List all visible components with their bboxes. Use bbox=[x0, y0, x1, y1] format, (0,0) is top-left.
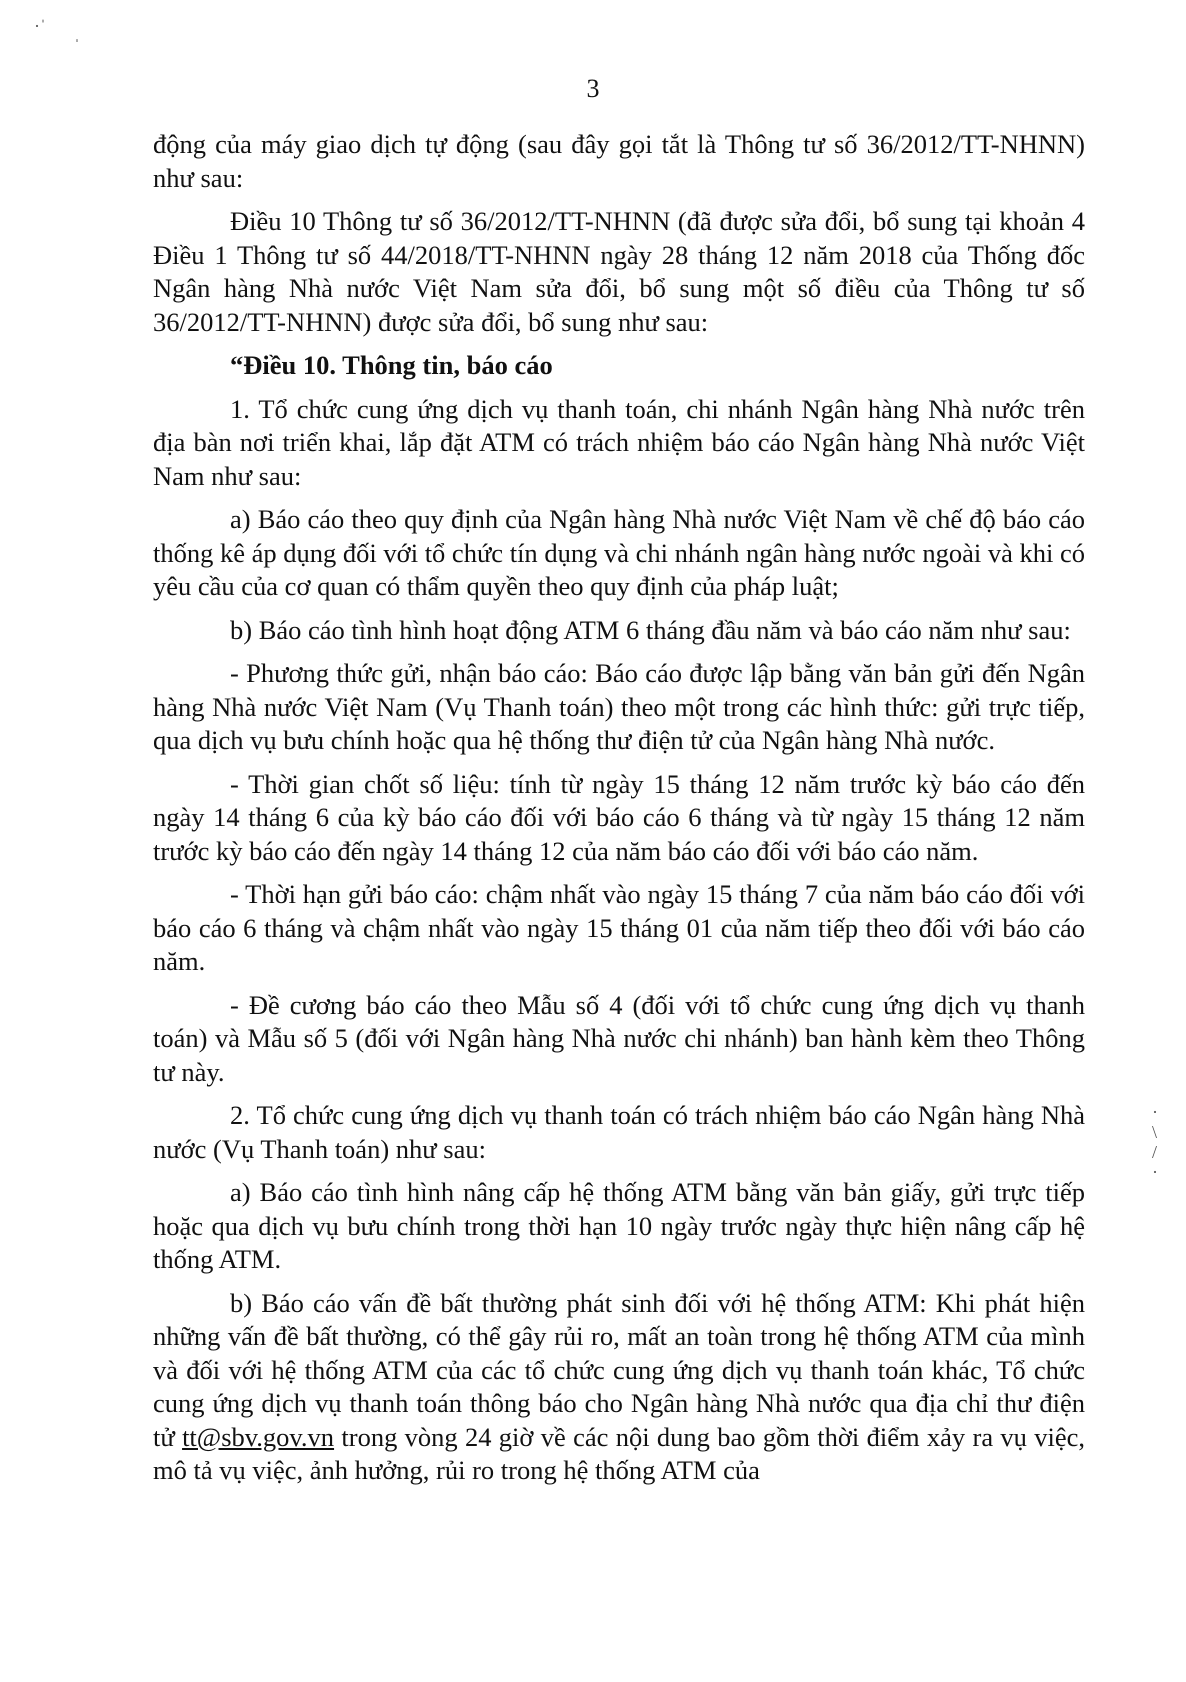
bullet-report-outline: - Đề cương báo cáo theo Mẫu số 4 (đối với tổ chức cung ứng dịch vụ thanh toán) và Mẫu số 5 (đối với Ngân hàng Nhà nước chi nhánh) ban hành kèm theo Thông tư này. bbox=[153, 989, 1085, 1087]
clause-1: 1. Tổ chức cung ứng dịch vụ thanh toán, chi nhánh Ngân hàng Nhà nước trên địa bàn nơi triển khai, lắp đặt ATM có trách nhiệm báo cáo Ngân hàng Nhà nước Việt Nam như sau: bbox=[153, 393, 1085, 491]
intro-paragraph: động của máy giao dịch tự động (sau đây gọi tắt là Thông tư số 36/2012/TT-NHNN) như sau: bbox=[153, 129, 1085, 193]
clause-2b-text-start: b) Báo cáo vấn đề bất thường phát sinh đối với hệ thống ATM: Khi phát hiện những vấn đề bất thường, có thể gây rủi ro, mất an toàn trong hệ thống ATM của mình và đối với hệ thống ATM của các tổ chức cung ứng dịch vụ thanh toán khác, Tổ chức cung ứng dịch vụ thanh toán thông báo cho Ngân hàng Nhà nước qua địa chỉ thư điện tử bbox=[153, 1287, 1085, 1452]
bullet-submission-method: - Phương thức gửi, nhận báo cáo: Báo cáo được lập bằng văn bản gửi đến Ngân hàng Nhà nước Việt Nam (Vụ Thanh toán) theo một trong các hình thức: gửi trực tiếp, qua dịch vụ bưu chính hoặc qua hệ thống thư điện tử của Ngân hàng Nhà nước. bbox=[153, 658, 1085, 755]
clause-1b: b) Báo cáo tình hình hoạt động ATM 6 tháng đầu năm và báo cáo năm như sau: bbox=[230, 614, 1071, 645]
email-link[interactable]: tt@sbv.gov.vn bbox=[182, 1421, 335, 1452]
clause-2b bbox=[153, 1287, 1085, 1488]
clause-1a: a) Báo cáo theo quy định của Ngân hàng Nhà nước Việt Nam về chế độ báo cáo thống kê áp dụng đối với tổ chức tín dụng và chi nhánh ngân hàng nước ngoài và khi có yêu cầu của cơ quan có thẩm quyền theo quy định của pháp luật; bbox=[153, 504, 1085, 601]
bullet-data-cutoff: - Thời gian chốt số liệu: tính từ ngày 15 tháng 12 năm trước kỳ báo cáo đến ngày 14 tháng 6 của kỳ báo cáo đối với báo cáo 6 tháng và từ ngày 15 tháng 12 năm trước kỳ báo cáo đến ngày 14 tháng 12 của năm báo cáo đối với báo cáo năm. bbox=[153, 768, 1085, 866]
clause-2b-text-end: trong vòng 24 giờ về các nội dung bao gồm thời điểm xảy ra vụ việc, mô tả vụ việc, ảnh hưởng, rủi ro trong hệ thống ATM của bbox=[153, 1421, 1085, 1485]
scan-speck-mark: ·ˈ bbox=[34, 16, 46, 36]
document-body bbox=[153, 128, 1085, 1498]
bullet-submission-deadline: - Thời hạn gửi báo cáo: chậm nhất vào ngày 15 tháng 7 của năm báo cáo đối với báo cáo 6 tháng và chậm nhất vào ngày 15 tháng 01 của năm tiếp theo đối với báo cáo năm. bbox=[153, 879, 1085, 976]
margin-binding-mark: · \ / · bbox=[1152, 1102, 1158, 1182]
article-heading: “Điều 10. Thông tin, báo cáo bbox=[230, 350, 553, 380]
clause-2a: a) Báo cáo tình hình nâng cấp hệ thống ATM bằng văn bản giấy, gửi trực tiếp hoặc qua dịch vụ bưu chính trong thời hạn 10 ngày trước ngày thực hiện nâng cấp hệ thống ATM. bbox=[153, 1177, 1085, 1274]
scan-speck-mark: ˌ bbox=[74, 22, 80, 42]
clause-2: 2. Tổ chức cung ứng dịch vụ thanh toán có trách nhiệm báo cáo Ngân hàng Nhà nước (Vụ Thanh toán) như sau: bbox=[153, 1100, 1085, 1164]
page-number: 3 bbox=[586, 74, 600, 103]
amendment-paragraph: Điều 10 Thông tư số 36/2012/TT-NHNN (đã được sửa đổi, bổ sung tại khoản 4 Điều 1 Thông tư số 44/2018/TT-NHNN ngày 28 tháng 12 năm 2018 của Thống đốc Ngân hàng Nhà nước Việt Nam sửa đổi, bổ sung một số điều của Thông tư số 36/2012/TT-NHNN) được sửa đổi, bổ sung như sau: bbox=[153, 206, 1085, 337]
